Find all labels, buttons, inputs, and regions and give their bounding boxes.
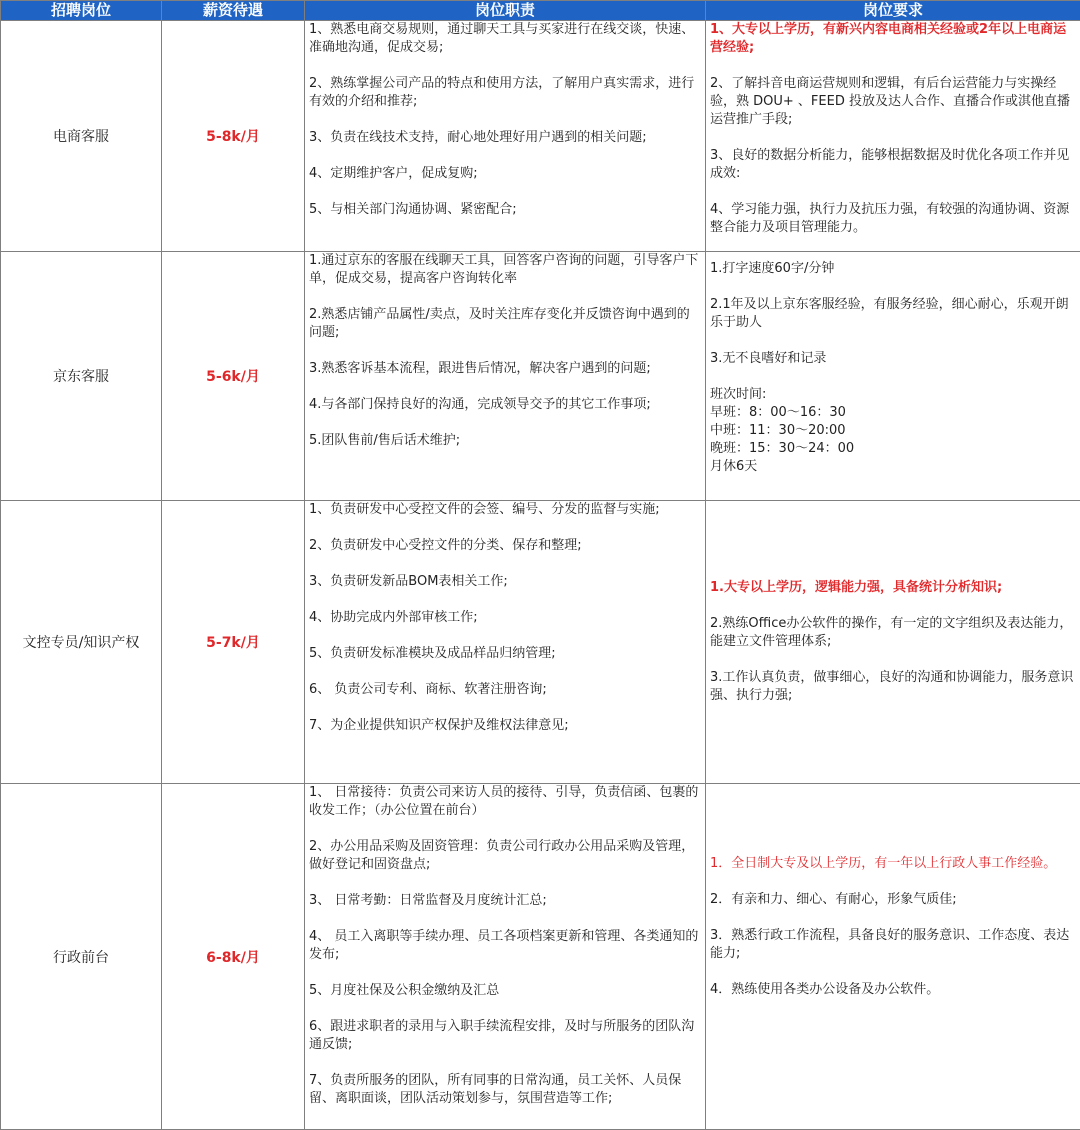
salary-value: 5-6k/月 xyxy=(162,252,305,501)
duty-item: 3、负责研发新品BOM表相关工作; xyxy=(309,573,702,591)
table-row xyxy=(1,784,1080,1130)
duty-item: 3.熟悉客诉基本流程，跟进售后情况，解决客户遇到的问题; xyxy=(309,360,702,378)
duty-item: 5、与相关部门沟通协调、紧密配合; xyxy=(309,201,702,219)
requirements-cell xyxy=(706,252,1080,501)
shift-item: 中班：11：30～20:00 xyxy=(710,422,1077,440)
header-requirements: 岗位要求 xyxy=(706,1,1080,21)
table-row xyxy=(1,21,1080,252)
position-name: 文控专员/知识产权 xyxy=(1,501,162,784)
duty-item: 2.熟悉店铺产品属性/卖点，及时关注库存变化并反馈咨询中遇到的问题; xyxy=(309,306,702,342)
shift-item: 晚班：15：30～24：00 xyxy=(710,440,1077,458)
position-name: 京东客服 xyxy=(1,252,162,501)
duty-item: 6、跟进求职者的录用与入职手续流程安排，及时与所服务的团队沟通反馈; xyxy=(309,1018,702,1054)
header-salary: 薪资待遇 xyxy=(162,1,305,21)
shift-item: 月休6天 xyxy=(710,458,1077,476)
duty-item: 7、为企业提供知识产权保护及维权法律意见; xyxy=(309,717,702,735)
duty-item: 4、定期维护客户，促成复购; xyxy=(309,165,702,183)
salary-value: 5-7k/月 xyxy=(162,501,305,784)
duty-item: 4、协助完成内外部审核工作; xyxy=(309,609,702,627)
table-row xyxy=(1,252,1080,501)
requirement-item: 2.1年及以上京东客服经验，有服务经验，细心耐心，乐观开朗乐于助人 xyxy=(710,296,1077,332)
requirement-item: 2.熟练Office办公软件的操作，有一定的文字组织及表达能力，能建立文件管理体系; xyxy=(710,615,1077,651)
requirements-cell xyxy=(706,784,1080,1130)
shift-title: 班次时间: xyxy=(710,386,1077,404)
duty-item: 2、负责研发中心受控文件的分类、保存和整理; xyxy=(309,537,702,555)
requirement-item: 2、了解抖音电商运营规则和逻辑，有后台运营能力与实操经验，熟 DOU+ 、FEED 投放及达人合作、直播合作或淇他直播运营推广手段; xyxy=(710,75,1077,129)
duty-item: 2、熟练掌握公司产品的特点和使用方法，了解用户真实需求，进行有效的介绍和推荐; xyxy=(309,75,702,111)
salary-value: 6-8k/月 xyxy=(162,784,305,1130)
duties-cell xyxy=(305,21,706,252)
requirement-item-highlight: 1．全日制大专及以上学历，有一年以上行政人事工作经验。 xyxy=(710,855,1077,873)
requirements-cell xyxy=(706,501,1080,784)
requirement-item: 2．有亲和力、细心、有耐心，形象气质佳; xyxy=(710,891,1077,909)
requirement-item-highlight: 1、大专以上学历，有新兴内容电商相关经验或2年以上电商运营经验; xyxy=(710,21,1077,57)
duties-cell xyxy=(305,501,706,784)
header-duties: 岗位职责 xyxy=(305,1,706,21)
shift-item: 早班：8：00～16：30 xyxy=(710,404,1077,422)
requirement-item: 3、良好的数据分析能力，能够根据数据及时优化各项工作并见成效: xyxy=(710,147,1077,183)
duty-item: 1、 日常接待：负责公司来访人员的接待、引导，负责信函、包裹的收发工作；（办公位置在前台） xyxy=(309,784,702,820)
requirement-item: 3．熟悉行政工作流程，具备良好的服务意识、工作态度、表达能力; xyxy=(710,927,1077,963)
duties-cell xyxy=(305,252,706,501)
header-row xyxy=(1,1,1080,21)
header-position: 招聘岗位 xyxy=(1,1,162,21)
requirement-item: 1.打字速度60字/分钟 xyxy=(710,260,1077,278)
position-name: 行政前台 xyxy=(1,784,162,1130)
duty-item: 1、负责研发中心受控文件的会签、编号、分发的监督与实施; xyxy=(309,501,702,519)
requirements-cell xyxy=(706,21,1080,252)
requirement-item: 3.工作认真负责，做事细心，良好的沟通和协调能力，服务意识强、执行力强; xyxy=(710,669,1077,705)
duty-item: 5.团队售前/售后话术维护; xyxy=(309,432,702,450)
requirement-item: 4、学习能力强，执行力及抗压力强，有较强的沟通协调、资源整合能力及项目管理能力。 xyxy=(710,201,1077,237)
duty-item: 3、负责在线技术支持，耐心地处理好用户遇到的相关问题; xyxy=(309,129,702,147)
duty-item: 6、 负责公司专利、商标、软著注册咨询; xyxy=(309,681,702,699)
salary-value: 5-8k/月 xyxy=(162,21,305,252)
requirement-item: 3.无不良嗜好和记录 xyxy=(710,350,1077,368)
duty-item: 7、负责所服务的团队，所有同事的日常沟通，员工关怀、人员保留、离职面谈，团队活动策划参与，氛围营造等工作; xyxy=(309,1072,702,1108)
duty-item: 4.与各部门保持良好的沟通，完成领导交予的其它工作事项; xyxy=(309,396,702,414)
duty-item: 1.通过京东的客服在线聊天工具，回答客户咨询的问题，引导客户下单，促成交易，提高客户咨询转化率 xyxy=(309,252,702,288)
duty-item: 5、月度社保及公积金缴纳及汇总 xyxy=(309,982,702,1000)
duty-item: 2、办公用品采购及固资管理：负责公司行政办公用品采购及管理，做好登记和固资盘点; xyxy=(309,838,702,874)
duties-cell xyxy=(305,784,706,1130)
duty-item: 1、熟悉电商交易规则，通过聊天工具与买家进行在线交谈，快速、准确地沟通，促成交易; xyxy=(309,21,702,57)
table-row xyxy=(1,501,1080,784)
requirement-item: 4．熟练使用各类办公设备及办公软件。 xyxy=(710,981,1077,999)
requirement-item-highlight: 1.大专以上学历，逻辑能力强，具备统计分析知识; xyxy=(710,579,1077,597)
duty-item: 4、 员工入离职等手续办理、员工各项档案更新和管理、各类通知的发布; xyxy=(309,928,702,964)
duty-item: 5、负责研发标准模块及成品样品归纳管理; xyxy=(309,645,702,663)
duty-item: 3、 日常考勤：日常监督及月度统计汇总; xyxy=(309,892,702,910)
position-name: 电商客服 xyxy=(1,21,162,252)
